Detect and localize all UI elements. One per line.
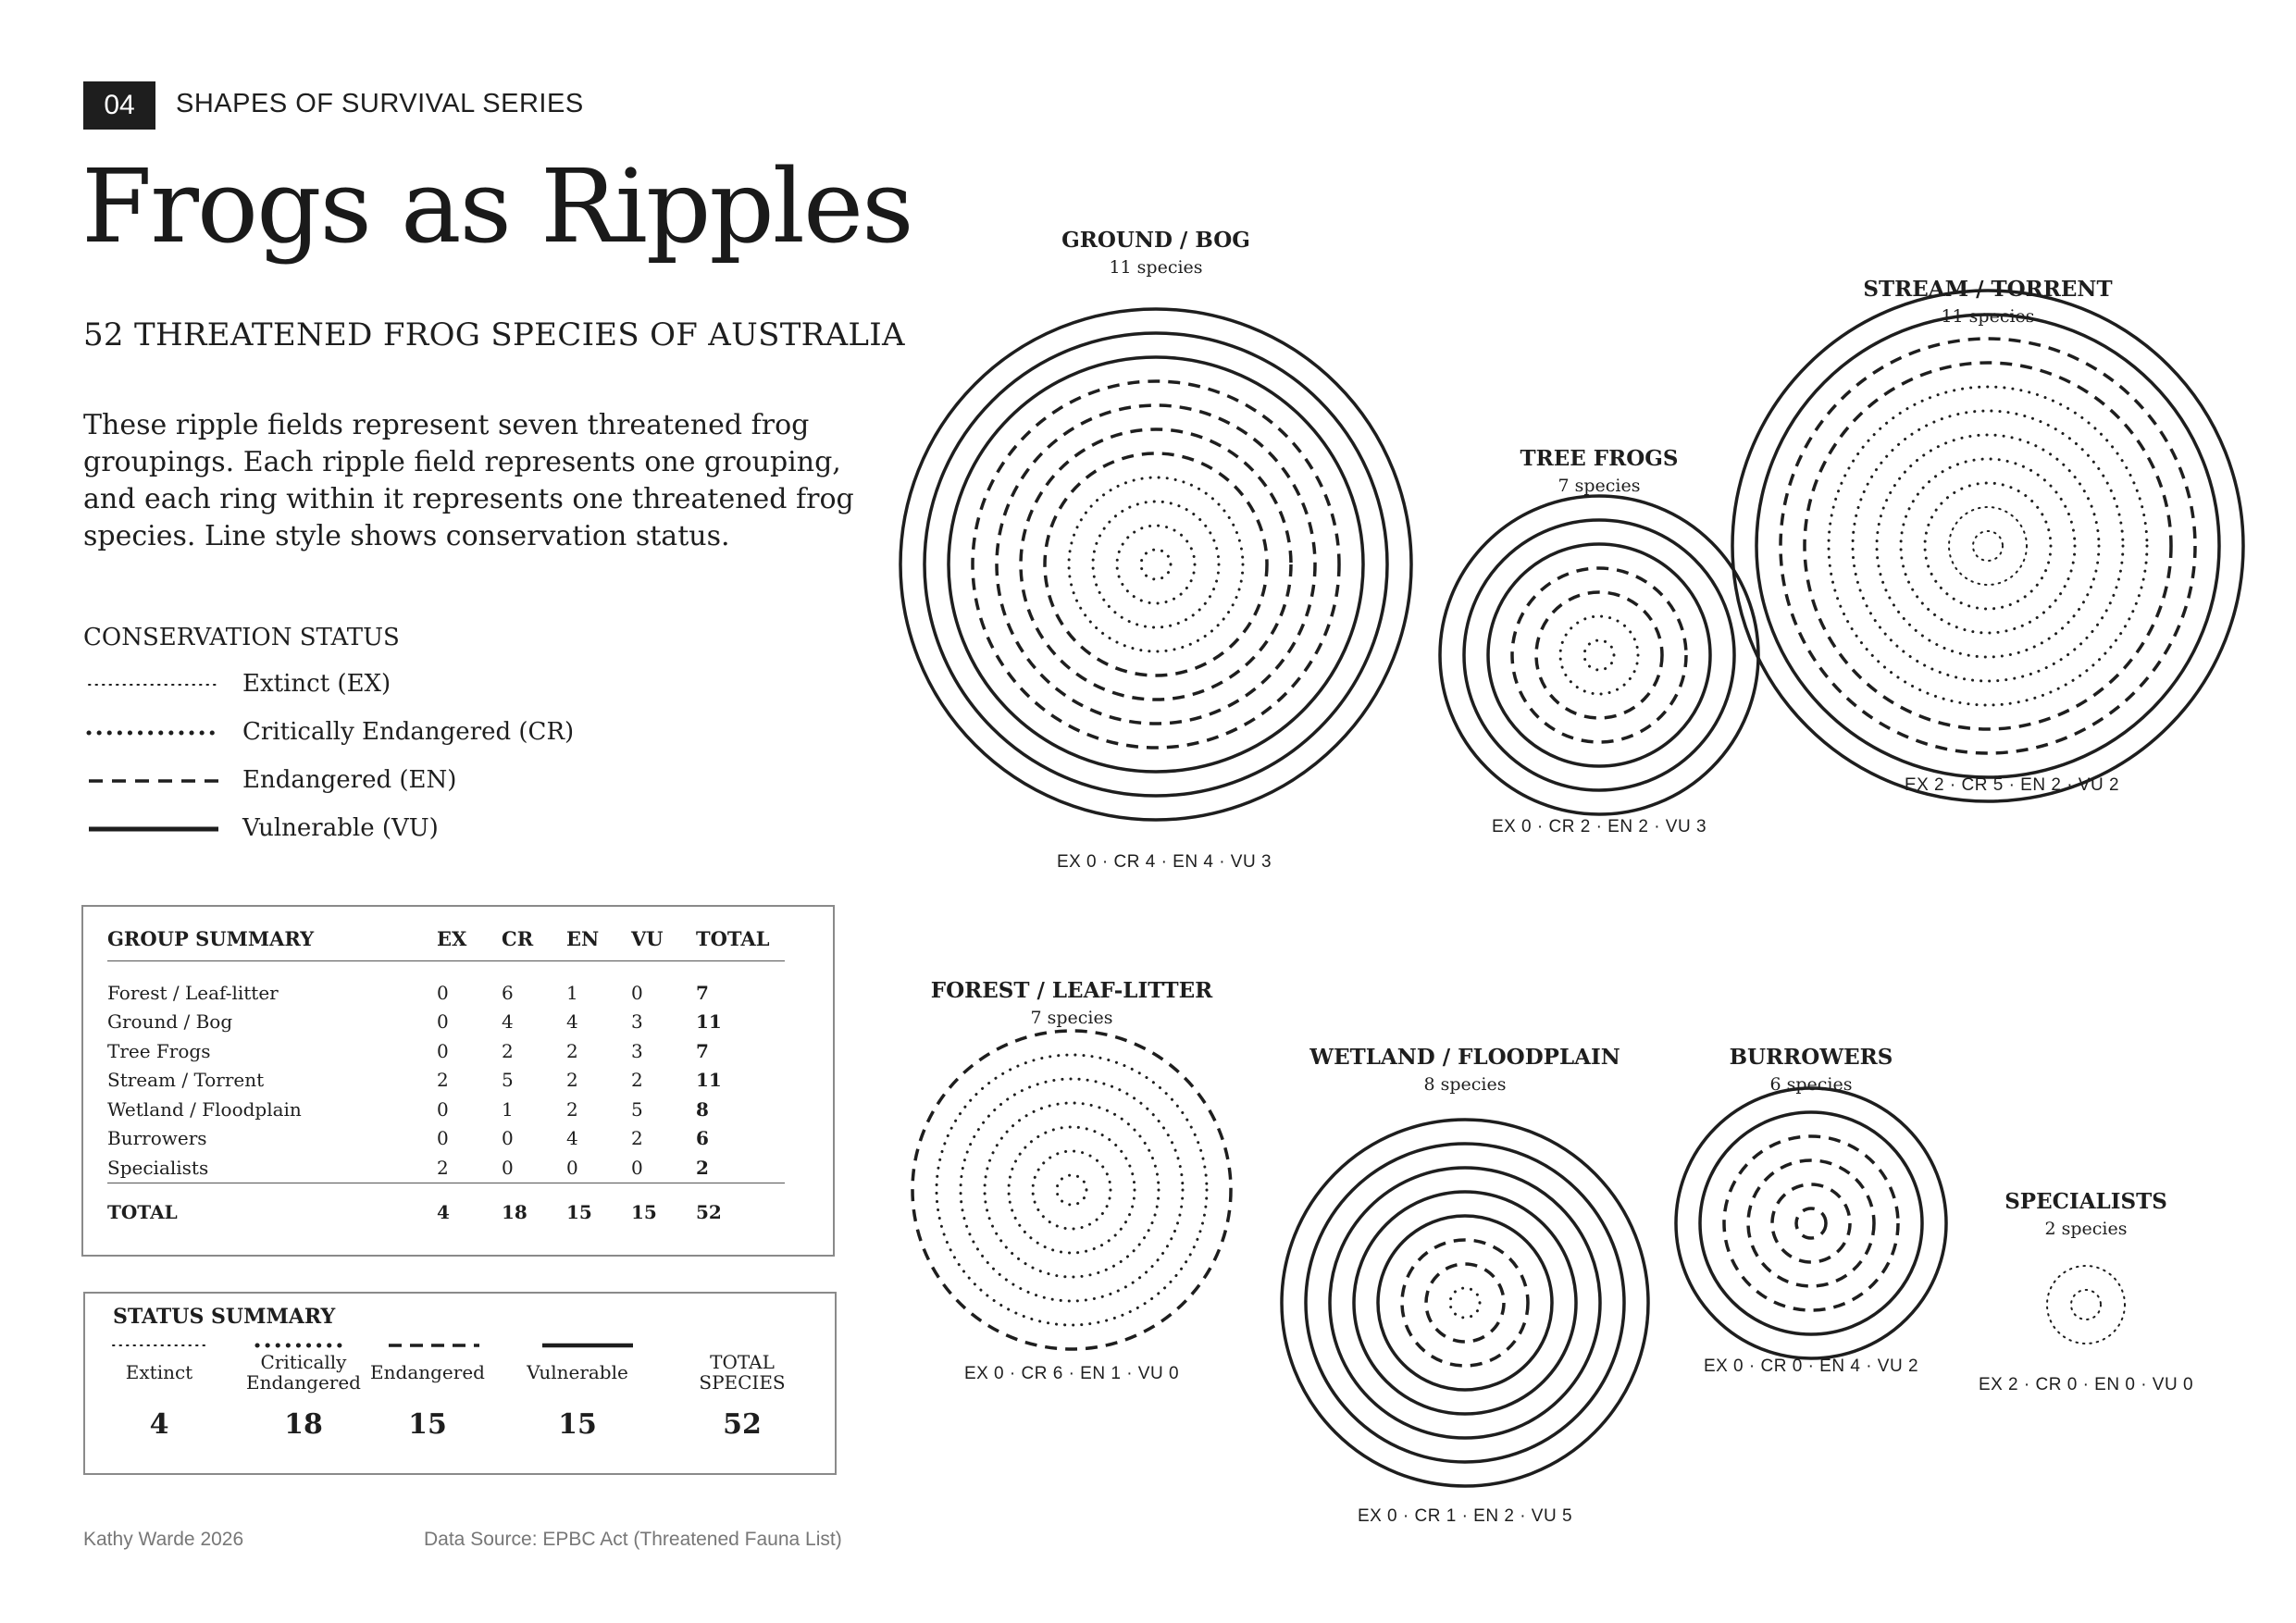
- ex-count: 2: [437, 1156, 449, 1179]
- legend-label: Critically Endangered (CR): [242, 718, 575, 746]
- ring-critically-endangered: [1057, 1175, 1086, 1205]
- group-stats-burrowers: EX 0 · CR 0 · EN 4 · VU 2: [1703, 1357, 1919, 1376]
- ring-critically-endangered: [1117, 526, 1195, 603]
- status-summary-title: STATUS SUMMARY: [113, 1305, 336, 1329]
- group-name: Specialists: [107, 1156, 209, 1179]
- ring-critically-endangered: [1877, 435, 2099, 657]
- grand-total: 52: [696, 1183, 785, 1241]
- ring-vulnerable: [1488, 544, 1710, 766]
- ring-critically-endangered: [1560, 616, 1638, 694]
- cr-count: 2: [502, 1039, 514, 1062]
- vu-count: 0: [631, 1156, 643, 1179]
- vu-count: 0: [631, 981, 643, 1004]
- ring-endangered: [1402, 1240, 1528, 1366]
- status-label: Vulnerable: [527, 1361, 628, 1383]
- total-count: 11: [696, 1010, 722, 1034]
- group-count-tree-frogs: 7 species: [1558, 476, 1641, 496]
- total-count: 11: [696, 1069, 722, 1092]
- cr-count: 4: [502, 1010, 514, 1034]
- ex-count: 0: [437, 981, 449, 1004]
- total-count: 7: [696, 981, 709, 1004]
- group-count-stream-torrent: 11 species: [1941, 306, 2035, 327]
- ripple-field-stream-torrent: [1732, 291, 2243, 801]
- group-title-burrowers: BURROWERS: [1729, 1045, 1893, 1070]
- en-count: 0: [566, 1156, 578, 1179]
- ripple-field-forest-leaf-litter: [912, 1031, 1231, 1349]
- group-name: Stream / Torrent: [107, 1069, 265, 1092]
- en-count: 2: [566, 1039, 578, 1062]
- ex-count: 0: [437, 1097, 449, 1121]
- group-stats-tree-frogs: EX 0 · CR 2 · EN 2 · VU 3: [1491, 817, 1707, 836]
- legend-label: Vulnerable (VU): [242, 814, 439, 842]
- group-title-specialists: SPECIALISTS: [2004, 1189, 2167, 1214]
- legend-title: CONSERVATION STATUS: [83, 624, 400, 651]
- total-label: TOTAL: [107, 1183, 437, 1241]
- ripple-field-wetland-floodplain: [1282, 1120, 1648, 1486]
- ring-vulnerable: [1354, 1192, 1576, 1414]
- status-value: 52: [723, 1408, 762, 1441]
- cr-count: 1: [502, 1097, 514, 1121]
- vu-count: 5: [631, 1097, 643, 1121]
- ring-endangered: [1045, 453, 1267, 675]
- ring-endangered: [1796, 1208, 1826, 1238]
- ring-endangered: [1536, 592, 1662, 718]
- group-count-forest-leaf-litter: 7 species: [1030, 1008, 1113, 1028]
- cr-count: 5: [502, 1069, 514, 1092]
- status-label: Extinct: [125, 1361, 193, 1383]
- total-count: 7: [696, 1039, 709, 1062]
- total-count: 6: [696, 1127, 709, 1150]
- en-total: 15: [566, 1183, 631, 1241]
- ring-critically-endangered: [1033, 1151, 1111, 1229]
- group-stats-forest-leaf-litter: EX 0 · CR 6 · EN 1 · VU 0: [963, 1364, 1180, 1383]
- ring-endangered: [1512, 568, 1686, 742]
- vu-count: 2: [631, 1069, 643, 1092]
- cr-count: 0: [502, 1156, 514, 1179]
- ring-vulnerable: [1756, 315, 2219, 777]
- en-count: 2: [566, 1097, 578, 1121]
- ex-count: 0: [437, 1010, 449, 1034]
- column-header-ex: EX: [437, 916, 502, 961]
- group-name: Ground / Bog: [107, 1010, 233, 1034]
- data-source: Data Source: EPBC Act (Threatened Fauna List): [424, 1529, 842, 1550]
- status-label: TOTAL SPECIES: [699, 1351, 786, 1394]
- author-credit: Kathy Warde 2026: [83, 1529, 244, 1550]
- group-name: Forest / Leaf-litter: [107, 981, 279, 1004]
- legend-label: Extinct (EX): [242, 670, 391, 698]
- page-title: Frogs as Ripples: [81, 147, 912, 266]
- group-count-specialists: 2 species: [2044, 1219, 2128, 1239]
- ring-endangered: [973, 381, 1339, 748]
- group-title-ground-bog: GROUND / BOG: [1061, 228, 1250, 253]
- total-count: 2: [696, 1156, 709, 1179]
- ring-critically-endangered: [1069, 477, 1243, 651]
- vu-count: 2: [631, 1127, 643, 1150]
- ring-vulnerable: [925, 333, 1387, 796]
- group-count-ground-bog: 11 species: [1109, 257, 1203, 278]
- ring-critically-endangered: [1901, 459, 2075, 633]
- ring-endangered: [1021, 429, 1291, 700]
- group-name: Wetland / Floodplain: [107, 1097, 302, 1121]
- vu-count: 3: [631, 1039, 643, 1062]
- column-header-vu: VU: [631, 916, 696, 961]
- vu-total: 15: [631, 1183, 696, 1241]
- en-count: 2: [566, 1069, 578, 1092]
- ring-critically-endangered: [985, 1103, 1159, 1277]
- ring-critically-endangered: [1093, 502, 1219, 627]
- en-count: 1: [566, 981, 578, 1004]
- ring-critically-endangered: [1141, 550, 1171, 579]
- ring-extinct: [2047, 1266, 2125, 1344]
- ex-count: 0: [437, 1127, 449, 1150]
- ring-critically-endangered: [1584, 640, 1614, 670]
- intro-paragraph: These ripple fields represent seven threatened frog groupings. Each ripple field represents one grouping, and each ring within it represents one threatened frog species. Line style shows conservation status.: [83, 409, 854, 552]
- group-name: Tree Frogs: [107, 1039, 211, 1062]
- status-label: Endangered: [370, 1361, 485, 1383]
- group-title-forest-leaf-litter: FOREST / LEAF-LITTER: [930, 978, 1213, 1003]
- group-stats-specialists: EX 2 · CR 0 · EN 0 · VU 0: [1978, 1375, 2194, 1394]
- ring-extinct: [2071, 1290, 2101, 1319]
- cr-count: 6: [502, 981, 514, 1004]
- group-stats-ground-bog: EX 0 · CR 4 · EN 4 · VU 3: [1056, 852, 1272, 872]
- ring-critically-endangered: [1925, 483, 2051, 609]
- group-stats-wetland-floodplain: EX 0 · CR 1 · EN 2 · VU 5: [1357, 1506, 1573, 1526]
- ripple-field-specialists: [2047, 1266, 2125, 1344]
- status-value: 4: [149, 1408, 169, 1441]
- ex-total: 4: [437, 1183, 502, 1241]
- series-number-badge: 04: [83, 81, 155, 130]
- ripple-field-tree-frogs: [1440, 496, 1758, 814]
- group-title-tree-frogs: TREE FROGS: [1520, 446, 1679, 471]
- group-title-stream-torrent: STREAM / TORRENT: [1863, 277, 2113, 302]
- ring-vulnerable: [1282, 1120, 1648, 1486]
- column-header-en: EN: [566, 916, 631, 961]
- ring-vulnerable: [1464, 520, 1734, 790]
- ring-extinct: [1949, 507, 2027, 585]
- en-count: 4: [566, 1127, 578, 1150]
- ring-endangered: [1772, 1184, 1850, 1262]
- group-name: Burrowers: [107, 1127, 207, 1150]
- group-title-wetland-floodplain: WETLAND / FLOODPLAIN: [1309, 1045, 1620, 1070]
- ring-critically-endangered: [1450, 1288, 1480, 1318]
- ripple-field-ground-bog: [900, 309, 1411, 820]
- ring-endangered: [1781, 339, 2195, 753]
- group-count-burrowers: 6 species: [1769, 1074, 1853, 1095]
- total-count: 8: [696, 1097, 709, 1121]
- ring-extinct: [1973, 531, 2003, 561]
- ex-count: 0: [437, 1039, 449, 1062]
- cr-count: 0: [502, 1127, 514, 1150]
- ring-critically-endangered: [961, 1079, 1183, 1301]
- status-value: 15: [408, 1408, 447, 1441]
- ring-vulnerable: [949, 357, 1363, 772]
- ex-count: 2: [437, 1069, 449, 1092]
- ring-vulnerable: [1378, 1216, 1552, 1390]
- ring-vulnerable: [1732, 291, 2243, 801]
- ring-endangered: [1426, 1264, 1504, 1342]
- ring-vulnerable: [1330, 1168, 1600, 1438]
- status-value: 15: [558, 1408, 597, 1441]
- cr-total: 18: [502, 1183, 566, 1241]
- vu-count: 3: [631, 1010, 643, 1034]
- status-label: Critically Endangered: [246, 1351, 361, 1394]
- legend-label: Endangered (EN): [242, 766, 457, 794]
- column-header-total: TOTAL: [696, 916, 785, 961]
- series-title: SHAPES OF SURVIVAL SERIES: [176, 89, 584, 118]
- ring-critically-endangered: [937, 1055, 1207, 1325]
- group-stats-stream-torrent: EX 2 · CR 5 · EN 2 · VU 2: [1904, 775, 2120, 795]
- table-header-title: GROUP SUMMARY: [107, 916, 437, 961]
- ring-endangered: [1805, 363, 2171, 729]
- status-value: 18: [284, 1408, 323, 1441]
- page-subtitle: 52 THREATENED FROG SPECIES OF AUSTRALIA: [83, 316, 905, 353]
- ring-vulnerable: [900, 309, 1411, 820]
- column-header-cr: CR: [502, 916, 566, 961]
- group-count-wetland-floodplain: 8 species: [1423, 1074, 1507, 1095]
- ring-critically-endangered: [1009, 1127, 1135, 1253]
- ring-critically-endangered: [1853, 411, 2123, 681]
- en-count: 4: [566, 1010, 578, 1034]
